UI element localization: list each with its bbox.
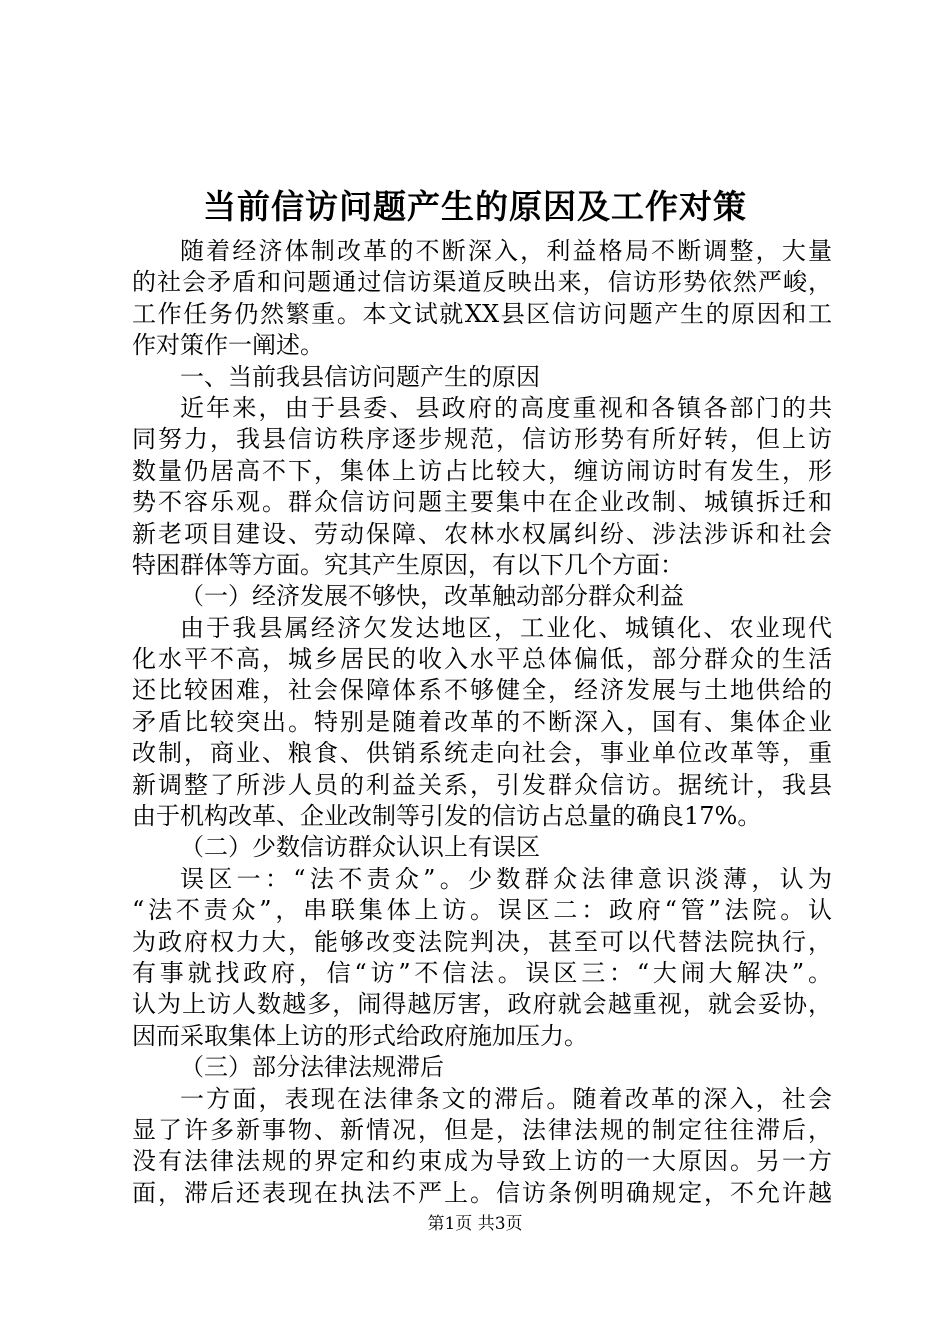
body-line: “法不责众”，串联集体上访。误区二：政府“管”法院。认 <box>132 896 832 925</box>
body-line: 面，滞后还表现在执法不严上。信访条例明确规定，不允许越 <box>132 1178 832 1207</box>
body-line: 改制，商业、粮食、供销系统走向社会，事业单位改革等，重 <box>132 739 832 768</box>
body-line: 由于机构改革、企业改制等引发的信访占总量的确良17%。 <box>132 802 762 831</box>
body-line: 矛盾比较突出。特别是随着改革的不断深入，国有、集体企业 <box>132 707 832 736</box>
page-indicator: 第1页 共3页 <box>427 1214 523 1234</box>
body-line: 因而采取集体上访的形式给政府施加压力。 <box>132 1021 588 1050</box>
body-line: 随着经济体制改革的不断深入，利益格局不断调整，大量 <box>180 237 832 265</box>
document-title: 当前信访问题产生的原因及工作对策 <box>203 187 747 226</box>
document-body <box>132 236 832 1209</box>
body-line: 由于我县属经济欠发达地区，工业化、城镇化、农业现代 <box>180 613 832 642</box>
body-line: 新老项目建设、劳动保障、农林水权属纠纷、涉法涉诉和社会 <box>132 519 832 548</box>
body-line: 新调整了所涉人员的利益关系，引发群众信访。据统计，我县 <box>132 770 832 799</box>
body-line: 没有法律法规的界定和约束成为导致上访的一大原因。另一方 <box>132 1147 832 1176</box>
body-line: 化水平不高，城乡居民的收入水平总体偏低，部分群众的生活 <box>132 645 832 674</box>
subsection-heading: （二）少数信访群众认识上有误区 <box>180 833 540 862</box>
body-line: 一方面，表现在法律条文的滞后。随着改革的深入，社会 <box>180 1084 832 1113</box>
body-line: 数量仍居高不下，集体上访占比较大，缠访闹访时有发生，形 <box>132 456 832 485</box>
body-line: 特困群体等方面。究其产生原因，有以下几个方面： <box>132 550 684 579</box>
body-line: 作对策作一阐述。 <box>132 331 324 360</box>
subsection-heading: （三）部分法律法规滞后 <box>180 1053 444 1082</box>
body-line: 同努力，我县信访秩序逐步规范，信访形势有所好转，但上访 <box>132 425 832 454</box>
body-line: 显了许多新事物、新情况，但是，法律法规的制定往往滞后， <box>132 1115 832 1144</box>
subsection-heading: （一）经济发展不够快，改革触动部分群众利益 <box>180 582 684 611</box>
body-line: 认为上访人数越多，闹得越厉害，政府就会越重视，就会妥协， <box>132 990 832 1019</box>
page-footer <box>0 1212 950 1236</box>
body-line: 近年来，由于县委、县政府的高度重视和各镇各部门的共 <box>180 393 832 422</box>
body-line: 的社会矛盾和问题通过信访渠道反映出来，信访形势依然严峻， <box>132 268 832 297</box>
body-line: 工作任务仍然繁重。本文试就XX县区信访问题产生的原因和工 <box>132 299 832 328</box>
body-line: 势不容乐观。群众信访问题主要集中在企业改制、城镇拆迁和 <box>132 488 832 517</box>
body-line: 误区一：“法不责众”。少数群众法律意识淡薄，认为 <box>180 864 832 893</box>
body-line: 为政府权力大，能够改变法院判决，甚至可以代替法院执行， <box>132 927 832 956</box>
section-heading: 一、当前我县信访问题产生的原因 <box>180 362 540 391</box>
body-line: 有事就找政府，信“访”不信法。误区三：“大闹大解决”。 <box>132 958 832 987</box>
body-line: 还比较困难，社会保障体系不够健全，经济发展与土地供给的 <box>132 676 832 705</box>
